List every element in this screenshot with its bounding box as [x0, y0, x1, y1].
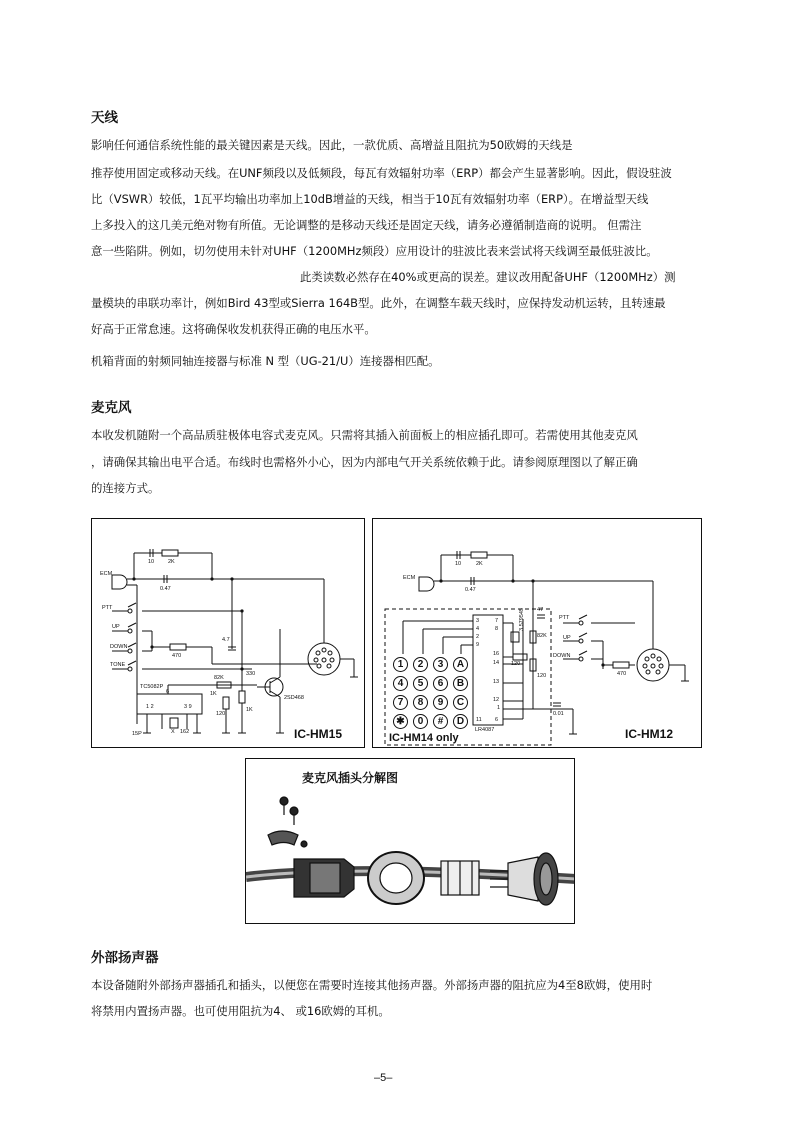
keypad-key-8: 8 [413, 695, 428, 710]
label-ic-pin-r6: 12 [493, 697, 500, 703]
label-c-047: 0.47 [160, 586, 171, 592]
label-up: UP [112, 624, 120, 630]
antenna-line-7: 量模块的串联功率计，例如Bird 43型或Sierra 164B型。此外，在调整车载天线时，应保持发动机运转，且转速最 [91, 296, 666, 310]
antenna-line-4: 上多投入的这几美元绝对物有所值。无论调整的是移动天线还是固定天线，请务必遵循制造商的说明。 但需注 [91, 218, 642, 232]
label-c-47: 47 [537, 607, 544, 613]
label-ic-pin-r4: 14 [493, 660, 500, 666]
label-r-82k: 82K [214, 675, 224, 681]
label-c-10: 10 [455, 561, 462, 567]
label-r-2k: 2K [476, 561, 483, 567]
label-ic-pin39: 3 9 [184, 704, 192, 710]
label-c-001: 0.01 [553, 711, 564, 717]
label-ic-pin-l0: 3 [476, 618, 480, 624]
antenna-line-2: 推荐使用固定或移动天线。在UNF频段以及低频段，每瓦有效辐射功率（ERP）都会产生显著影响。因此，假设驻波 [91, 166, 672, 180]
keypad-key-hash: # [433, 714, 448, 729]
plug-illustration [246, 759, 575, 924]
label-c-047: 0.47 [465, 587, 476, 593]
label-ic-pin-r5: 13 [493, 679, 500, 685]
schematic-ic-hm15 [91, 518, 365, 748]
label-r-2k: 2K [168, 559, 175, 565]
label-r-1k: 1K [210, 691, 217, 697]
label-r-1k2: 1K [246, 707, 253, 713]
keypad-key-2: 2 [413, 657, 428, 672]
keypad-key-9: 9 [433, 695, 448, 710]
label-ic-pin-l3: 9 [476, 642, 480, 648]
label-ic-pin12: 1 2 [146, 704, 154, 710]
label-r-82k: 82K [537, 633, 547, 639]
label-ic-pin-l2: 2 [476, 634, 480, 640]
antenna-line-3: 比（VSWR）较低，1瓦平均输出功率加上10dB增益的天线，相当于10瓦有效辐射功率（ERP）。在增益型天线 [91, 192, 649, 206]
schematic-ic-hm12 [372, 518, 702, 748]
label-r-120: 120 [216, 711, 226, 717]
microphone-line-1: 本收发机随附一个高品质驻极体电容式麦克风。只需将其插入前面板上的相应插孔即可。若需使用其他麦克风 [91, 428, 638, 442]
label-c-15p: 15P [132, 731, 142, 737]
speaker-heading: 外部扬声器 [91, 950, 159, 966]
label-ic-pin-r7: 6 [495, 717, 499, 723]
keypad-key-1: 1 [393, 657, 408, 672]
keypad-key-4: 4 [393, 676, 408, 691]
antenna-line-6: 此类读数必然存在40%或更高的误差。建议改用配备UHF（1200MHz）测 [300, 270, 676, 284]
label-up: UP [563, 635, 571, 641]
label-c-47: 4.7 [222, 637, 230, 643]
label-ptt: PTT [102, 605, 113, 611]
label-ic: TC5082P [140, 684, 164, 690]
label-ic-pin1: 1 [497, 705, 501, 711]
label-r-120: 120 [511, 661, 521, 667]
plug-view-title: 麦克风插头分解图 [302, 771, 399, 785]
ic-hm15-title: IC-HM15 [294, 727, 343, 741]
label-ic: LR4087 [475, 727, 495, 733]
keypad-key-d: D [453, 714, 468, 729]
keypad-key-0: 0 [413, 714, 428, 729]
keypad-key-a: A [453, 657, 468, 672]
label-ecm: ECM [403, 575, 416, 581]
label-c-10: 10 [148, 559, 155, 565]
keypad-key-star: ✱ [393, 714, 408, 729]
keypad-key-6: 6 [433, 676, 448, 691]
microphone-line-2: ，请确保其输出电平合适。布线时也需格外小心，因为内部电气开关系统依赖于此。请参阅原理图以了解正确 [91, 455, 638, 469]
label-xtal: 3.579545 [519, 608, 525, 631]
keypad-key-3: 3 [433, 657, 448, 672]
label-r-330: 330 [246, 671, 256, 677]
antenna-heading: 天线 [91, 110, 118, 126]
keypad-key-c: C [453, 695, 468, 710]
label-r-470: 470 [617, 671, 627, 677]
mic-plug-exploded-view [245, 758, 575, 924]
label-c-162: 162 [180, 729, 190, 735]
label-transistor: 2SD468 [284, 695, 304, 701]
label-ic-pin6: 6 [166, 689, 170, 695]
label-down: DOWN [553, 653, 571, 659]
label-ic-pin-r1: 8 [495, 626, 499, 632]
label-tone: TONE [110, 662, 126, 668]
label-xtal: X [171, 729, 175, 735]
keypad-key-5: 5 [413, 676, 428, 691]
label-r-120b: 120 [537, 673, 547, 679]
ic-hm14-title: IC-HM14 only [389, 732, 459, 744]
keypad-key-b: B [453, 676, 468, 691]
label-ic-pin-l1: 4 [476, 626, 480, 632]
antenna-line-1: 影响任何通信系统性能的最关键因素是天线。因此，一款优质、高增益且阻抗为50欧姆的天线是 [91, 138, 573, 152]
microphone-heading: 麦克风 [91, 400, 132, 416]
keypad-key-7: 7 [393, 695, 408, 710]
page-number: –5– [374, 1072, 393, 1084]
label-down: DOWN [110, 644, 128, 650]
label-r-470: 470 [172, 653, 182, 659]
microphone-line-3: 的连接方式。 [91, 481, 160, 495]
label-ic-pin16: 16 [493, 651, 500, 657]
antenna-line-8: 好高于正常怠速。这将确保收发机获得正确的电压水平。 [91, 322, 376, 336]
speaker-line-2: 将禁用内置扬声器。也可使用阻抗为4、 或16欧姆的耳机。 [91, 1004, 390, 1018]
ic-hm12-title: IC-HM12 [625, 727, 674, 741]
label-ptt: PTT [559, 615, 570, 621]
label-ecm: ECM [100, 571, 113, 577]
schematic-ic-hm15-drawing [92, 519, 365, 748]
antenna-line-5: 意一些陷阱。例如，切勿使用未针对UHF（1200MHz频段）应用设计的驻波比表来尝试将天线调至最低驻波比。 [91, 244, 658, 258]
speaker-line-1: 本设备随附外部扬声器插孔和插头，以便您在需要时连接其他扬声器。外部扬声器的阻抗应为4至8欧姆，使用时 [91, 978, 653, 992]
antenna-line-9: 机箱背面的射频同轴连接器与标准 N 型（UG-21/U）连接器相匹配。 [91, 354, 440, 368]
label-ic-pin-r0: 7 [495, 618, 499, 624]
label-ic-pin-l7: 11 [476, 717, 482, 723]
